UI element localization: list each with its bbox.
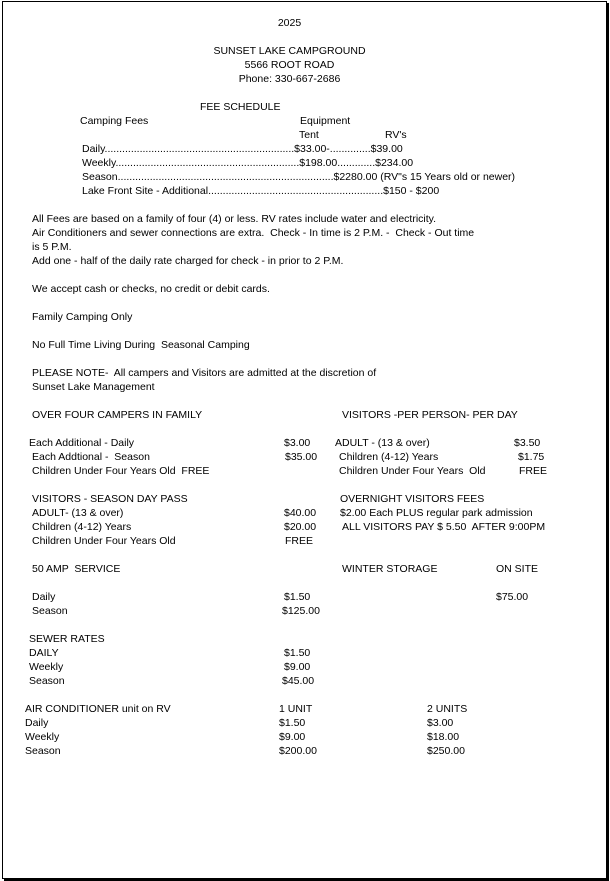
fee-row-daily: Daily.................................................................$33.00-..............$39.00: [82, 143, 403, 155]
please-note-line-1: PLEASE NOTE- All campers and Visitors are admitted at the discretion of: [32, 367, 377, 379]
winter-on-site-label: ON SITE: [496, 563, 539, 575]
family-camping-note: Family Camping Only: [32, 311, 133, 323]
over-four-title: OVER FOUR CAMPERS IN FAMILY: [32, 409, 203, 421]
over-four-daily-value: $3.00: [284, 437, 311, 449]
sewer-weekly-label: Weekly: [29, 661, 64, 673]
year: 2025: [277, 17, 302, 29]
visitors-children-label: Children (4-12) Years: [339, 451, 439, 463]
over-four-daily-label: Each Additional - Daily: [29, 437, 135, 449]
equipment-label: Equipment: [300, 115, 351, 127]
amp-daily-value: $1.50: [284, 591, 311, 603]
winter-storage-title: WINTER STORAGE: [342, 563, 438, 575]
campground-name: SUNSET LAKE CAMPGROUND: [213, 45, 366, 57]
overnight-title: OVERNIGHT VISITORS FEES: [340, 493, 485, 505]
sewer-season-value: $45.00: [282, 675, 315, 687]
ac-weekly-label: Weekly: [25, 731, 60, 743]
season-pass-under-four-value: FREE: [285, 535, 314, 547]
ac-daily-label: Daily: [25, 717, 49, 729]
season-pass-title: VISITORS - SEASON DAY PASS: [32, 493, 188, 505]
ac-weekly-one-unit: $9.00: [279, 731, 306, 743]
payment-note: We accept cash or checks, no credit or debit cards.: [32, 283, 270, 295]
overnight-line-2: ALL VISITORS PAY $ 5.50 AFTER 9:00PM: [342, 521, 546, 533]
fee-row-lake-front: Lake Front Site - Additional............................................................$150 - $200: [82, 185, 440, 197]
document-page: [2, 1, 607, 879]
visitors-under-four-label: Children Under Four Years Old: [339, 465, 486, 477]
season-pass-children-label: Children (4-12) Years: [32, 521, 132, 533]
sewer-daily-label: DAILY: [29, 647, 59, 659]
sewer-season-label: Season: [29, 675, 65, 687]
ac-weekly-two-units: $18.00: [427, 731, 460, 743]
ac-season-one-unit: $200.00: [279, 745, 317, 757]
campground-phone: Phone: 330-667-2686: [238, 73, 341, 85]
fee-row-season: Season..........................................................................$2280.00 (RV"s 15 Years old or newer): [82, 171, 516, 183]
amp-service-title: 50 AMP SERVICE: [32, 563, 121, 575]
over-four-children-label: Children Under Four Years Old FREE: [32, 465, 210, 477]
visitors-adult-value: $3.50: [514, 437, 541, 449]
visitors-under-four-value: FREE: [519, 465, 548, 477]
sewer-rates-title: SEWER RATES: [29, 633, 105, 645]
fee-row-weekly: Weekly...............................................................$198.00.............$234.00: [82, 157, 414, 169]
visitors-adult-label: ADULT - (13 & over): [335, 437, 430, 449]
ac-one-unit-header: 1 UNIT: [279, 703, 313, 715]
season-pass-under-four-label: Children Under Four Years Old: [32, 535, 176, 547]
fee-schedule-title: FEE SCHEDULE: [200, 101, 281, 113]
fees-note-line-3: is 5 P.M.: [32, 241, 72, 253]
no-full-time-living-note: No Full Time Living During Seasonal Camping: [32, 339, 250, 351]
please-note-line-2: Sunset Lake Management: [32, 381, 155, 393]
fees-note-line-4: Add one - half of the daily rate charged for check - in prior to 2 P.M.: [32, 255, 344, 267]
sewer-daily-value: $1.50: [284, 647, 311, 659]
season-pass-children-value: $20.00: [284, 521, 317, 533]
campground-address: 5566 ROOT ROAD: [244, 59, 335, 71]
sewer-weekly-value: $9.00: [284, 661, 311, 673]
over-four-season-label: Each Addtional - Season: [32, 451, 150, 463]
visitors-day-title: VISITORS -PER PERSON- PER DAY: [342, 409, 518, 421]
ac-title: AIR CONDITIONER unit on RV: [25, 703, 171, 715]
ac-daily-two-units: $3.00: [427, 717, 454, 729]
ac-daily-one-unit: $1.50: [279, 717, 306, 729]
fees-note-line-1: All Fees are based on a family of four (4) or less. RV rates include water and electricity.: [32, 213, 437, 225]
season-pass-adult-value: $40.00: [284, 507, 317, 519]
camping-fees-label: Camping Fees: [80, 115, 149, 127]
over-four-season-value: $35.00: [285, 451, 318, 463]
amp-season-label: Season: [32, 605, 68, 617]
ac-season-two-units: $250.00: [427, 745, 465, 757]
season-pass-adult-label: ADULT- (13 & over): [32, 507, 124, 519]
amp-daily-label: Daily: [32, 591, 56, 603]
ac-two-units-header: 2 UNITS: [427, 703, 468, 715]
winter-storage-value: $75.00: [496, 591, 529, 603]
tent-label: Tent: [299, 129, 319, 141]
rv-label: RV's: [385, 129, 407, 141]
amp-season-value: $125.00: [282, 605, 320, 617]
overnight-line-1: $2.00 Each PLUS regular park admission: [340, 507, 533, 519]
visitors-children-value: $1.75: [518, 451, 545, 463]
ac-season-label: Season: [25, 745, 61, 757]
fees-note-line-2: Air Conditioners and sewer connections are extra. Check - In time is 2 P.M. - Check - Out time: [32, 227, 475, 239]
